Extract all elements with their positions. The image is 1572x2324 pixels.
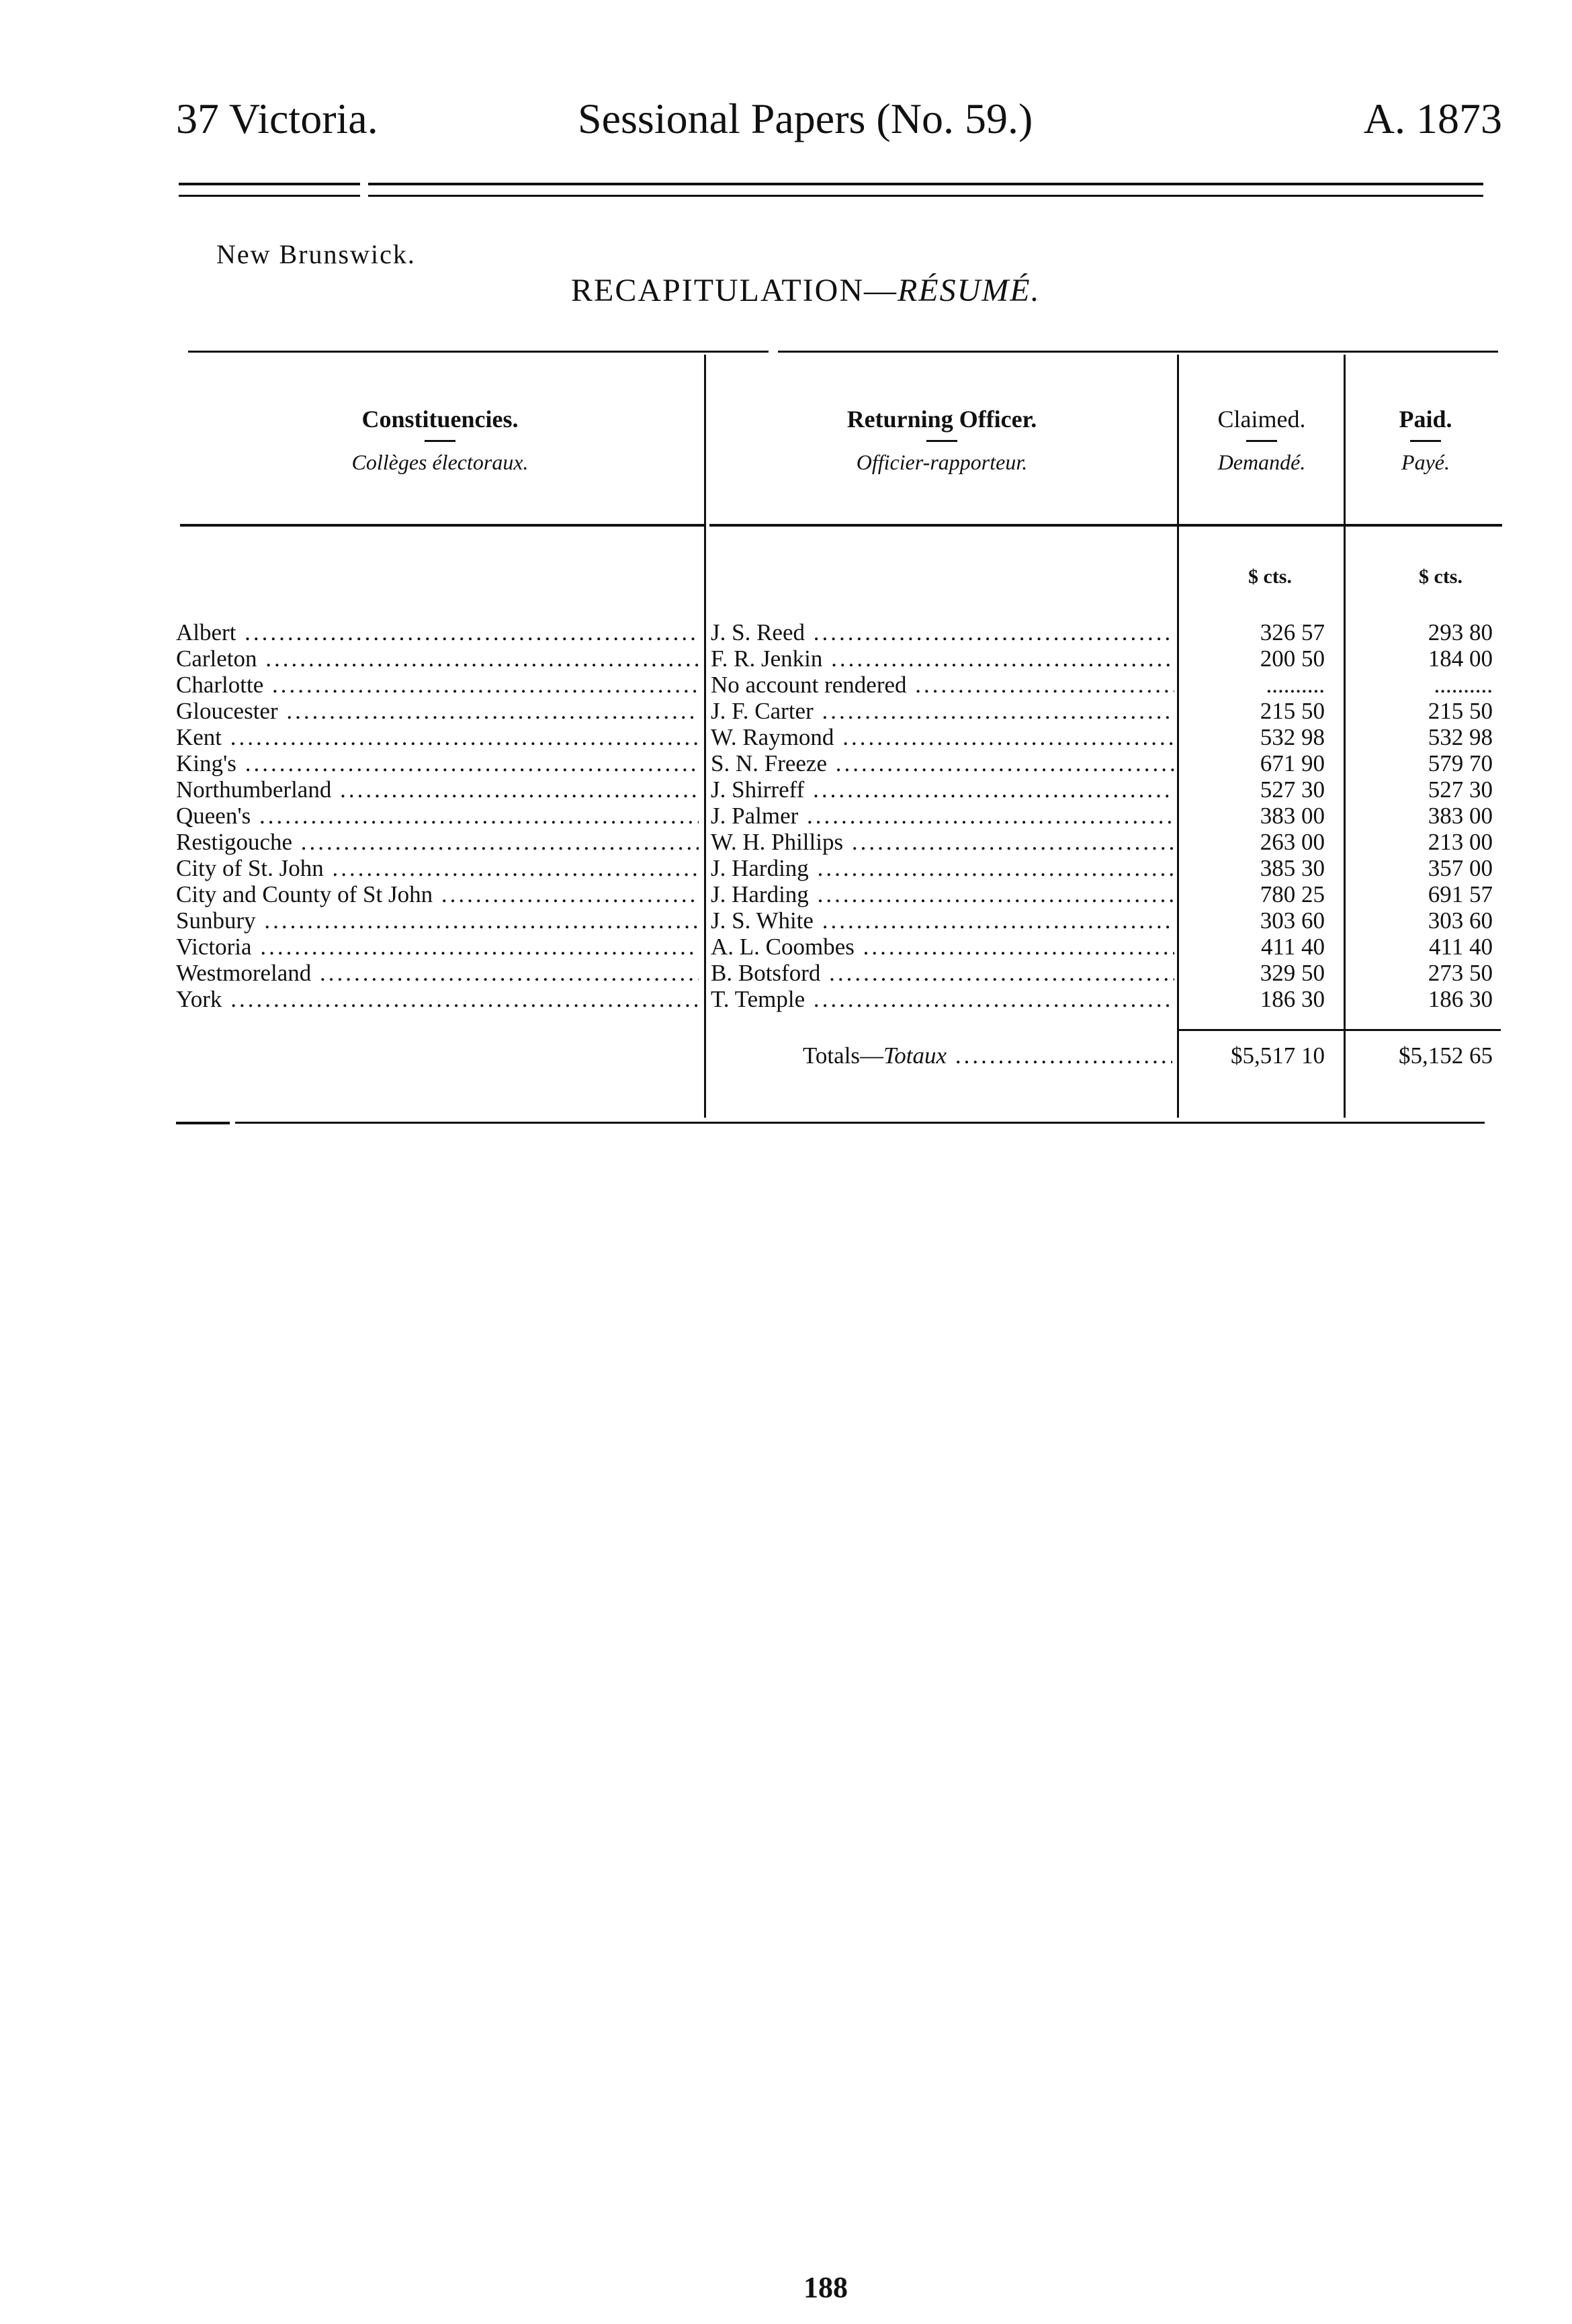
paid-unit-label: $ cts. xyxy=(1419,566,1462,588)
column-header-paid-fr: Payé. xyxy=(1401,450,1450,474)
paid-cell: 579 70 xyxy=(1428,750,1493,776)
officer-cell: J. S. White ..... xyxy=(711,907,1174,934)
table-row xyxy=(0,619,1572,645)
table-row xyxy=(0,907,1572,934)
table-title-italic: RÉSUMÉ. xyxy=(897,273,1041,308)
table-row xyxy=(0,803,1572,829)
table-header-rule-right xyxy=(709,524,1502,527)
officer-cell: T. Temple ..... xyxy=(711,986,1174,1012)
table-bottom-rule-right xyxy=(235,1122,1485,1124)
constituency-cell: Charlotte ..... xyxy=(176,672,699,698)
officer-cell: J. Harding ..... xyxy=(711,881,1174,907)
constituency-cell: Gloucester ..... xyxy=(176,698,699,724)
officer-cell: W. H. Phillips ..... xyxy=(711,829,1174,855)
table-row xyxy=(0,672,1572,698)
totals-claimed-value: $5,517 10 xyxy=(1231,1042,1325,1069)
officer-cell: J. Harding ..... xyxy=(711,855,1174,881)
column-header-constituencies xyxy=(176,405,704,475)
constituency-cell: Victoria ..... xyxy=(176,934,699,960)
running-header-right: A. 1873 xyxy=(1363,95,1502,142)
claimed-cell: 326 57 xyxy=(1260,619,1325,645)
claimed-cell: 383 00 xyxy=(1260,803,1325,829)
paid-cell: 411 40 xyxy=(1429,934,1493,960)
paid-cell: 184 00 xyxy=(1428,645,1493,672)
claimed-cell: 303 60 xyxy=(1260,907,1325,934)
table-row xyxy=(0,881,1572,907)
table-row xyxy=(0,645,1572,672)
officer-cell: No account rendered ..... xyxy=(711,672,1174,698)
claimed-cell: .......... xyxy=(1266,672,1325,698)
officer-cell: J. Palmer ..... xyxy=(711,803,1174,829)
header-rule-top-right xyxy=(368,183,1483,185)
totals-label-text: Totals— xyxy=(803,1042,884,1069)
paid-cell: 273 50 xyxy=(1428,960,1493,986)
column-header-separator xyxy=(926,440,957,442)
officer-cell: W. Raymond ..... xyxy=(711,724,1174,750)
table-top-rule-right xyxy=(778,351,1498,353)
column-header-officer xyxy=(707,405,1177,475)
column-header-officer-fr: Officier-rapporteur. xyxy=(856,450,1028,474)
table-bottom-rule-left xyxy=(176,1122,230,1124)
table-row xyxy=(0,960,1572,986)
column-header-separator xyxy=(1410,440,1441,442)
table-row xyxy=(0,829,1572,855)
table-row xyxy=(0,855,1572,881)
constituency-cell: City of St. John ..... xyxy=(176,855,699,881)
paid-cell: .......... xyxy=(1434,672,1493,698)
table-title xyxy=(571,272,1041,309)
constituency-cell: Albert ..... xyxy=(176,619,699,645)
claimed-cell: 263 00 xyxy=(1260,829,1325,855)
constituency-cell: York ..... xyxy=(176,986,699,1012)
table-row xyxy=(0,724,1572,750)
officer-cell: J. Shirreff ..... xyxy=(711,776,1174,803)
claimed-cell: 329 50 xyxy=(1260,960,1325,986)
claimed-cell: 671 90 xyxy=(1260,750,1325,776)
officer-cell: S. N. Freeze ..... xyxy=(711,750,1174,776)
constituency-cell: Northumberland ..... xyxy=(176,776,699,803)
paid-cell: 527 30 xyxy=(1428,776,1493,803)
claimed-cell: 200 50 xyxy=(1260,645,1325,672)
table-row xyxy=(0,698,1572,724)
totals-label-italic: Totaux xyxy=(883,1042,947,1069)
paid-cell: 186 30 xyxy=(1428,986,1493,1012)
officer-cell: A. L. Coombes ..... xyxy=(711,934,1174,960)
totals-rule xyxy=(1178,1029,1501,1031)
claimed-cell: 532 98 xyxy=(1260,724,1325,750)
column-header-constituencies-fr: Collèges électoraux. xyxy=(351,450,529,474)
totals-label xyxy=(803,1042,1172,1069)
officer-cell: J. S. Reed ..... xyxy=(711,619,1174,645)
header-rule-top-left xyxy=(179,183,360,185)
column-header-paid-en: Paid. xyxy=(1399,406,1452,433)
officer-cell: F. R. Jenkin ..... xyxy=(711,645,1174,672)
header-rule-bottom-left xyxy=(179,195,360,197)
claimed-cell: 215 50 xyxy=(1260,698,1325,724)
constituency-cell: Restigouche ..... xyxy=(176,829,699,855)
constituency-cell: Sunbury ..... xyxy=(176,907,699,934)
paid-cell: 357 00 xyxy=(1428,855,1493,881)
constituency-cell: King's ..... xyxy=(176,750,699,776)
table-row xyxy=(0,750,1572,776)
constituency-cell: City and County of St John ..... xyxy=(176,881,699,907)
header-rule-bottom-right xyxy=(368,195,1483,197)
column-header-paid xyxy=(1346,405,1505,475)
column-header-claimed-en: Claimed. xyxy=(1217,406,1306,433)
paid-cell: 215 50 xyxy=(1428,698,1493,724)
claimed-cell: 780 25 xyxy=(1260,881,1325,907)
constituency-cell: Queen's ..... xyxy=(176,803,699,829)
column-header-claimed xyxy=(1180,405,1344,475)
paid-cell: 691 57 xyxy=(1428,881,1493,907)
table-row xyxy=(0,934,1572,960)
claimed-cell: 385 30 xyxy=(1260,855,1325,881)
column-header-separator xyxy=(425,440,455,442)
page-number: 188 xyxy=(803,2271,848,2304)
constituency-cell: Westmoreland ..... xyxy=(176,960,699,986)
claimed-cell: 411 40 xyxy=(1261,934,1325,960)
table-row xyxy=(0,776,1572,803)
column-header-separator xyxy=(1246,440,1277,442)
paid-cell: 383 00 xyxy=(1428,803,1493,829)
region-heading: New Brunswick. xyxy=(216,239,416,269)
running-header-center: Sessional Papers (No. 59.) xyxy=(578,95,1033,142)
running-header-left: 37 Victoria. xyxy=(176,95,378,142)
claimed-cell: 527 30 xyxy=(1260,776,1325,803)
paid-cell: 213 00 xyxy=(1428,829,1493,855)
totals-paid-value: $5,152 65 xyxy=(1399,1042,1493,1069)
column-header-constituencies-en: Constituencies. xyxy=(361,406,519,433)
officer-cell: J. F. Carter ..... xyxy=(711,698,1174,724)
table-top-rule-left xyxy=(188,351,769,353)
table-row xyxy=(0,986,1572,1012)
constituency-cell: Kent ..... xyxy=(176,724,699,750)
constituency-cell: Carleton ..... xyxy=(176,645,699,672)
table-title-main: RECAPITULATION— xyxy=(571,273,898,308)
officer-cell: B. Botsford ..... xyxy=(711,960,1174,986)
paid-cell: 293 80 xyxy=(1428,619,1493,645)
claimed-unit-label: $ cts. xyxy=(1248,566,1292,588)
table-header-rule-left xyxy=(180,524,705,527)
column-header-claimed-fr: Demandé. xyxy=(1217,450,1306,474)
column-header-officer-en: Returning Officer. xyxy=(846,406,1037,433)
claimed-cell: 186 30 xyxy=(1260,986,1325,1012)
paid-cell: 303 60 xyxy=(1428,907,1493,934)
paid-cell: 532 98 xyxy=(1428,724,1493,750)
